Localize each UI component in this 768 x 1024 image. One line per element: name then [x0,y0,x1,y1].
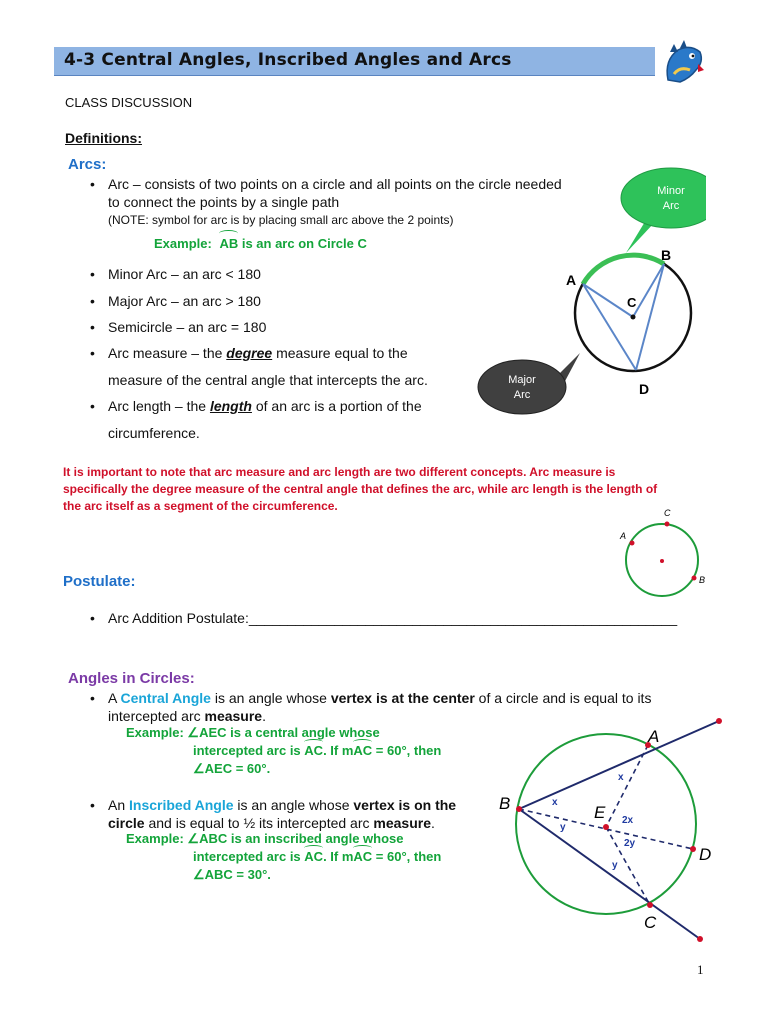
angles-heading: Angles in Circles: [68,670,195,687]
definitions-heading: Definitions: [65,130,142,146]
ray-bc [519,809,700,939]
angle-label-2y: 2y [624,838,636,849]
arc-definition-line2: to connect the points by a single path [108,194,340,210]
arc-measure-def: Arc measure – the degree measure equal to the [108,345,408,361]
point-e [603,824,609,830]
label-b: B [661,247,672,263]
center-point [660,559,664,563]
segment-bc [633,264,664,317]
bullet-dot: • [90,610,95,626]
point-c [647,902,653,908]
label-d: D [639,381,650,397]
minor-bubble-line2: Arc [662,200,680,212]
arc-definition-line1: Arc – consists of two points on a circle and all points on the circle needed [108,176,562,192]
arc-symbol-ac: AC [353,849,372,864]
label-a: A [648,727,660,746]
arc-symbol-ab: AB [219,236,238,251]
page-number: 1 [697,962,704,977]
major-arc-bubble [478,360,566,414]
bullet-dot: • [90,319,95,335]
inscribed-example-line2: intercepted arc is AC. If m AC = 60°, then [193,849,441,864]
central-example-line3: ∠AEC = 60°. [193,761,271,776]
minor-bubble-line1: Minor [657,185,685,197]
central-example-line2: intercepted arc is AC. If m AC = 60°, then [193,743,441,758]
center-point [631,315,636,320]
bullet-dot: • [90,176,95,192]
label-a: A [566,272,577,288]
angle-label-y-b: y [560,822,566,833]
minor-arc-def: Minor Arc – an arc < 180 [108,266,261,282]
label-c: C [644,913,657,932]
label-e: E [594,803,606,822]
minor-arc-bubble [621,168,706,228]
bullet-dot: • [90,797,95,813]
example-prefix: Example: [154,236,212,251]
label-c: C [627,295,637,310]
arc-symbol-ac: AC [304,743,323,758]
note-line1: It is important to note that arc measure and arc length are two different concepts. Arc measure is [63,465,616,479]
segment-ac [583,284,633,317]
label-a: A [620,531,627,541]
bullet-dot: • [90,345,95,361]
inscribed-angle-def: An Inscribed Angle is an angle whose vertex is on the [108,797,457,813]
central-angle-def-line2: intercepted arc measure. [108,708,266,724]
bullet-dot: • [90,293,95,309]
angle-label-2x: 2x [622,815,634,826]
major-bubble-line2: Arc [513,389,531,401]
note-line3: the arc itself as a segment of the circumference. [63,499,338,513]
label-d: D [699,845,712,864]
class-discussion-label: CLASS DISCUSSION [65,95,193,110]
note-line2: specifically the degree measure of the central angle that defines the arc, while arc length is the length of [63,482,658,496]
arc-length-def: Arc length – the length of an arc is a portion of the [108,398,422,414]
title-bar [54,47,655,76]
postulate-heading: Postulate: [63,573,136,590]
bullet-dot: • [90,690,95,706]
angle-label-y-c: y [612,860,618,871]
bullet-dot: • [90,398,95,414]
minor-arc-highlight [583,255,664,284]
inscribed-angle-def-line2: circle and is equal to ½ its intercepted arc measure. [108,815,435,831]
label-b: B [699,575,706,585]
arc-symbol-ac: AC [353,743,372,758]
example-suffix: is an arc on Circle C [241,236,367,251]
arc-length-def-line2: circumference. [108,425,200,441]
angle-label-x-b: x [552,797,558,808]
semicircle-def: Semicircle – an arc = 180 [108,319,267,335]
major-arc-def: Major Arc – an arc > 180 [108,293,261,309]
central-angle-def: A Central Angle is an angle whose vertex is at the center of a circle and is equal to its [108,690,652,706]
mascot-dragon-icon [660,40,708,88]
ray-end-c [697,936,703,942]
bullet-dot: • [90,266,95,282]
ray-end-a [716,718,722,724]
point-b [692,576,697,581]
arc-addition-postulate: Arc Addition Postulate:_______________________________________________________ [108,610,678,626]
point-a [630,541,635,546]
arc-addition-diagram [612,504,712,604]
major-bubble-line1: Major [508,374,536,386]
arc-symbol-ac: AC [304,849,323,864]
central-example-line1: Example: ∠AEC is a central angle whose [126,725,380,740]
inscribed-angle-diagram [490,712,730,952]
point-c [665,522,670,527]
segment-bd [636,264,664,370]
label-c: C [664,508,671,518]
arc-example [154,236,367,251]
arc-measure-def-line2: measure of the central angle that intercepts the arc. [108,372,428,388]
arc-symbol-note: (NOTE: symbol for arc is by placing small arc above the 2 points) [108,213,454,227]
arcs-heading: Arcs: [68,156,107,173]
inscribed-example-line3: ∠ABC = 30°. [193,867,271,882]
page-title: 4-3 Central Angles, Inscribed Angles and Arcs [64,50,512,70]
arc-diagram [476,165,706,430]
point-d [690,846,696,852]
label-b: B [499,794,511,813]
point-b [516,806,522,812]
inscribed-example-line1: Example: ∠ABC is an inscribed angle whose [126,831,404,846]
angle-label-x-top: x [618,772,624,783]
